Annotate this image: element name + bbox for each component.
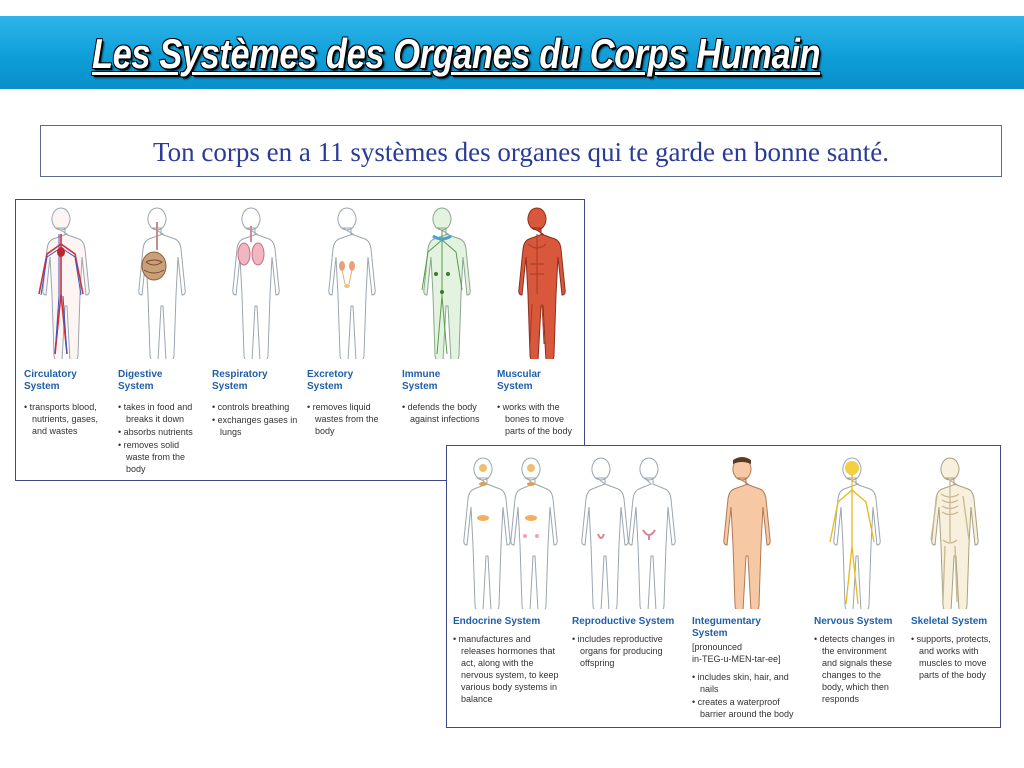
respiratory-bullets [212,401,298,439]
panel-systems-2 [446,445,1001,728]
reproductive-figure [571,454,681,609]
immune-bullets [402,401,490,426]
bullet-item: • manufactures and releases hormones that act, along with the nervous system, to keep various body systems in balance [453,633,565,705]
bullet-item: • includes skin, hair, and nails [692,671,800,695]
immune-figure [411,204,473,359]
respiratory-figure [220,204,282,359]
endocrine-bullets [453,633,565,706]
digestive-system-label: Digestive System [118,369,163,392]
muscular-bullets [497,401,581,438]
immune-system-label: Immune System [402,369,441,392]
integumentary-figure [711,454,773,609]
bullet-item: • controls breathing [212,401,298,413]
skeletal-bullets [911,633,997,682]
circulatory-system-label: Circulatory System [24,369,77,392]
bullet-item: • works with the bones to move parts of the body [497,401,581,437]
endocrine-system-label: Endocrine System [453,616,541,627]
circulatory-bullets [24,401,110,438]
bullet-item: • creates a waterproof barrier around the body [692,696,800,720]
bullet-item: • removes solid waste from the body [118,439,204,475]
excretory-system-label: Excretory System [307,369,354,392]
excretory-bullets [307,401,387,438]
subtitle-text: Ton corps en a 11 systèmes des organes qui te garde en bonne santé. [153,137,889,167]
digestive-bullets [118,401,204,476]
reproductive-system-label: Reproductive System [572,616,675,627]
circulatory-figure [30,204,92,359]
subtitle-box [40,125,1002,177]
reproductive-bullets [572,633,676,670]
bullet-item: • supports, protects, and works with muscles to move parts of the body [911,633,997,681]
integumentary-pronunciation: [pronounced in-TEG-u-MEN-tar-ee] [692,642,781,664]
bullet-item: • exchanges gases in lungs [212,414,298,438]
skeletal-system-label: Skeletal System [911,616,988,627]
excretory-figure [316,204,378,359]
bullet-item: • transports blood, nutrients, gases, and wastes [24,401,110,437]
panel-systems-1 [15,199,585,481]
nervous-bullets [814,633,902,706]
muscular-system-label: Muscular System [497,369,541,392]
bullet-item: • absorbs nutrients [118,426,204,438]
bullet-item: • removes liquid wastes from the body [307,401,387,437]
integumentary-system-label: Integumentary System [692,616,761,639]
integumentary-bullets [692,671,800,721]
respiratory-system-label: Respiratory System [212,369,268,392]
muscular-figure [506,204,568,359]
nervous-system-label: Nervous System [814,616,893,627]
nervous-figure [821,454,883,609]
skeletal-figure [919,454,981,609]
digestive-figure [126,204,188,359]
slide-title: Les Systèmes des Organes du Corps Humain [92,30,821,77]
bullet-item: • includes reproductive organs for producing offspring [572,633,676,669]
bullet-item: • takes in food and breaks it down [118,401,204,425]
bullet-item: • detects changes in the environment and signals these changes to the body, which then responds [814,633,902,705]
bullet-item: • defends the body against infections [402,401,490,425]
endocrine-figure [453,454,563,609]
